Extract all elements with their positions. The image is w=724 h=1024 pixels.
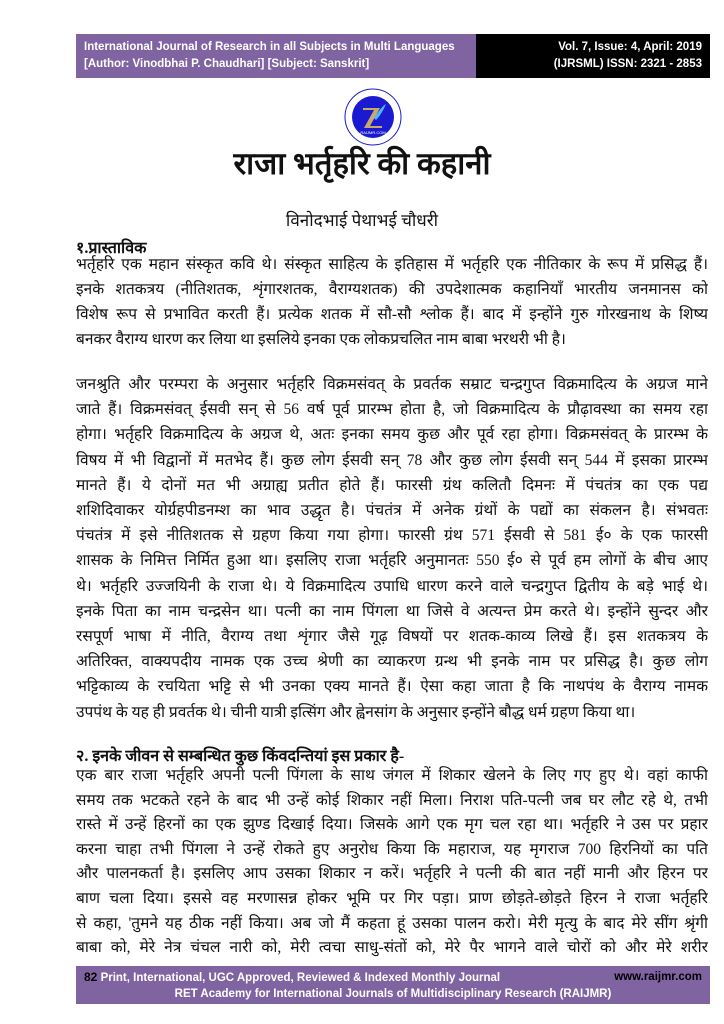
paragraph-line: भर्तृहरि एक महान संस्कृत कवि थे। संस्कृत साहित्य के इतिहास में भर्तृहरि एक नीतिकार के रूप में प्रसिद्ध हैं। [76, 256, 708, 273]
journal-footer [76, 966, 710, 1004]
section-heading: २. इनके जीवन से सम्बन्धित कुछ किंवदन्तियां इस प्रकार है- [76, 748, 405, 765]
article-author: विनोदभाई पेथाभई चौधरी [285, 211, 439, 230]
article-title: राजा भर्तृहरि की कहानी [233, 146, 491, 181]
paragraph-line: पंचतंत्र में इसे नीतिशतक से ग्रहण किया गया होगा। फारसी ग्रंथ 571 ईसवी से 581 ई० के एक फारसी [76, 527, 708, 545]
paragraph-line: उपपंथ के यह ही प्रवर्तक थे। चीनी यात्री इत्सिंग और ह्वेनसांग के अनुसार इन्होंने बौद्ध धर्म ग्रहण किया था। [76, 703, 636, 721]
paragraph-line: इनके पिता का नाम चन्द्रसेन था। पत्नी का नाम पिंगला था जिसे वे अत्यन्त प्रेम करते थे। इन्होंने सुन्दर और [76, 602, 708, 620]
page-number: 82 [84, 970, 98, 984]
paragraph-line: बाण चला दिया। इससे वह मरणासन्न होकर भूमि पर गिर पड़ा। प्राण छोड़ते-छोड़ते हिरन ने राजा भर्तृहरि [76, 890, 708, 907]
paragraph-line: बाबा को, मेरे नेत्र चंचल नारी को, मेरी त्वचा साधु-संतों को, मेरे पैर भागने वाले चोरों को और मेरे शरीर [76, 939, 708, 957]
paragraph-line: जाते हैं। विक्रमसंवत् ईसवी सन् से 56 वर्ष पूर्व प्रारम्भ होता है, जो विक्रमादित्य के प्रौढ़ावस्था का समय रहा [76, 401, 708, 419]
paragraph-line: भट्टिकाव्य के रचयिता भट्टि से भी उनका एक्य मानते हैं। ऐसा कहा जाता है कि नाथपंथ के वैराग्य नामक [76, 678, 708, 696]
journal-logo [344, 88, 402, 146]
journal-url[interactable]: www.raijmr.com [614, 971, 702, 983]
header-left [76, 34, 476, 78]
paragraph-line: थे। भर्तृहरि उज्जयिनी के राजा थे। ये विक्रमादित्य उपाधि धारण करने वाले चन्द्रगुप्त द्वितीय के बड़े भाई थे। [76, 577, 708, 595]
section-heading: १.प्रास्ताविक [76, 240, 147, 257]
journal-name: International Journal of Research in all Subjects in Multi Languages [84, 41, 455, 53]
paragraph-line: समय तक भटकते रहने के बाद भी उन्हें कोई शिकार नहीं मिला। निराश पति-पत्नी जब घर लौट रहे थे, तभी [76, 791, 708, 809]
paragraph-line: से कहा, 'तुमने यह ठीक नहीं किया। अब जो मैं कहता हूं उसका पालन करो। मेरी मृत्यु के बाद मेरे सींग श्रृंगी [76, 914, 708, 932]
paragraph-line: करना चाहा तभी पिंगला ने उन्हें रोकते हुए अनुरोध किया कि महाराज, यह मृगराज 700 हिरनियों का पति [76, 840, 708, 858]
paragraph-line: बनकर वैराग्य धारण कर लिया था इसलिये इनका एक लोकप्रचलित नाम बाबा भरथरी भी है। [76, 331, 566, 348]
paragraph-line: शासक के निमित्त निर्मित हुआ था। इसलिए राजा भर्तृहरि अनुमानतः 550 ई० से पूर्व हम लोगों के बीच आए [76, 552, 708, 570]
paragraph-line: होगा। भर्तृहरि विक्रमादित्य के अग्रज थे, अतः इनका समय कुछ और पूर्व रहा होगा। विक्रमसंवत् के प्रारम्भ के [76, 426, 708, 444]
journal-header [76, 34, 710, 78]
paragraph-line: और पालनकर्ता है। इसलिए आप उसका शिकार न करें। भर्तृहरि ने पत्नी की बात नहीं मानी और हिरन पर [76, 865, 708, 883]
paragraph-line: अतिरिक्त, वाक्यपदीय नामक एक उच्च श्रेणी का व्याकरण ग्रन्थ भी इनके नाम पर प्रसिद्ध है। कुछ लोग [76, 653, 708, 671]
paragraph-line: जनश्रुति और परम्परा के अनुसार भर्तृहरि विक्रमसंवत् के प्रवर्तक सम्राट चन्द्रगुप्त विक्रमादित्य के अग्रज माने [76, 376, 708, 393]
volume-issue: Vol. 7, Issue: 4, April: 2019 [558, 41, 702, 53]
paragraph-line: विषय में भी विद्वानों में मतभेद हैं। कुछ लोग ईसवी सन् 78 और कुछ लोग ईसवी सन् 544 में इसका प्रारम्भ [76, 451, 708, 469]
svg-text:RAIJMR.COM: RAIJMR.COM [360, 130, 386, 135]
author-subject: [Author: Vinodbhai P. Chaudhari] [Subject: Sanskrit] [84, 58, 370, 70]
header-right [476, 34, 710, 78]
paragraph-line: विशेष रूप से प्रभावित करती हैं। प्रत्येक शतक में सौ-सौ श्लोक हैं। बाद में इन्होंने गुरु गोरखनाथ के शिष्य [76, 306, 708, 323]
paragraph-line: रास्ते में उन्हें हिरनों का एक झुण्ड दिखाई दिया। जिसके आगे एक मृग चल रहा था। भर्तृहरि ने उस पर प्रहार [76, 816, 708, 834]
paragraph-line: शशिदिवाकर योर्ग्रहपीडनम्श का भाव उद्धृत है। पंचतंत्र में अनेक ग्रंथों के पद्यों का संकलन है। संभवतः [76, 502, 708, 519]
footer-line1: Print, International, UGC Approved, Reviewed & Indexed Monthly Journal [100, 972, 501, 984]
paragraph-line: मानते हैं। ये दोनों मत भी अग्राह्य प्रतीत होते हैं। फारसी ग्रंथ कलितौ दिमनः में पंचतंत्र का एक पद्य [76, 476, 708, 494]
footer-line2: RET Academy for International Journals of Multidisciplinary Research (RAIJMR) [174, 988, 612, 1000]
paragraph-line: एक बार राजा भर्तृहरि अपनी पत्नी पिंगला के साथ जंगल में शिकार खेलने के लिए गए हुए थे। वहां काफी [76, 767, 708, 784]
paragraph-line: रसपूर्ण भाषा में नीति, वैराग्य तथा शृंगार जैसे गूढ़ विषयों पर शतक-काव्य लिखे हैं। इस शतकत्रय के [76, 628, 708, 645]
issn: (IJRSML) ISSN: 2321 - 2853 [553, 58, 702, 70]
paragraph-line: इनके शतकत्रय (नीतिशतक, शृंगारशतक, वैराग्यशतक) की उपदेशात्मक कहानियाँ भारतीय जनमानस को [76, 281, 708, 298]
